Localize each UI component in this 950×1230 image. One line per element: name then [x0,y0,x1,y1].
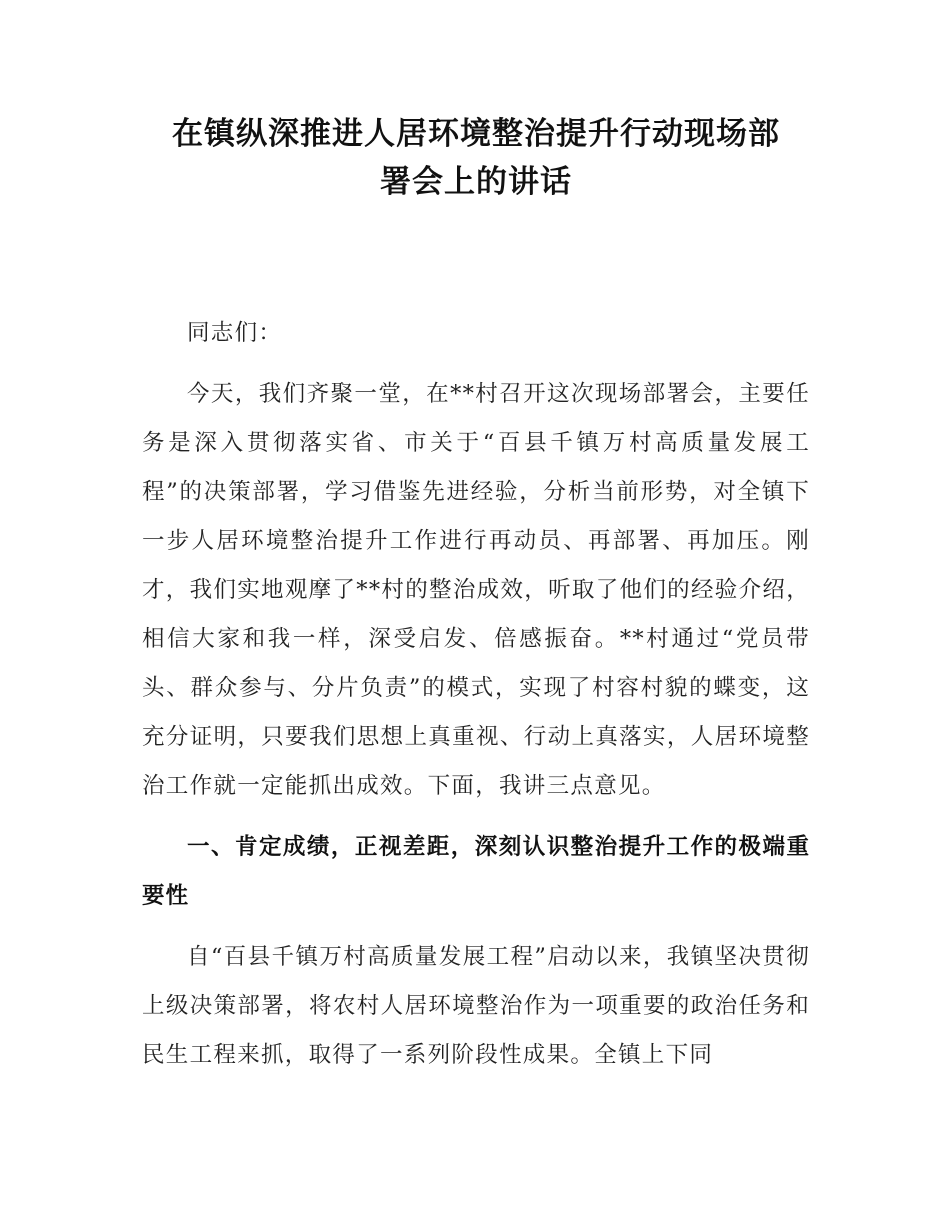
title-line-2: 署会上的讲话 [380,164,572,200]
document-page [142,110,810,1092]
section-heading-1: 一、肯定成绩，正视差距，深刻认识整治提升工作的极端重要性 [142,834,810,909]
paragraph-section-1: 自“百县千镇万村高质量发展工程”启动以来，我镇坚决贯彻上级决策部署，将农村人居环境整治作为一项重要的政治任务和民生工程来抓，取得了一系列阶段性成果。全镇上下同 [142,944,810,1068]
document-title [142,110,810,206]
paragraph-intro: 今天，我们齐聚一堂，在**村召开这次现场部署会，主要任务是深入贯彻落实省、市关于“百县千镇万村高质量发展工程”的决策部署，学习借鉴先进经验，分析当前形势，对全镇下一步人居环境整治提升工作进行再动员、再部署、再加压。刚才，我们实地观摩了**村的整治成效，听取了他们的经验介绍，相信大家和我一样，深受启发、倍感振奋。**村通过“党员带头、群众参与、分片负责”的模式，实现了村容村貌的蝶变，这充分证明，只要我们思想上真重视、行动上真落实，人居环境整治工作就一定能抓出成效。下面，我讲三点意见。 [142,381,810,799]
title-line-1: 在镇纵深推进人居环境整治提升行动现场部 [172,116,780,152]
document-body [142,309,810,1080]
salutation: 同志们： [187,320,283,346]
